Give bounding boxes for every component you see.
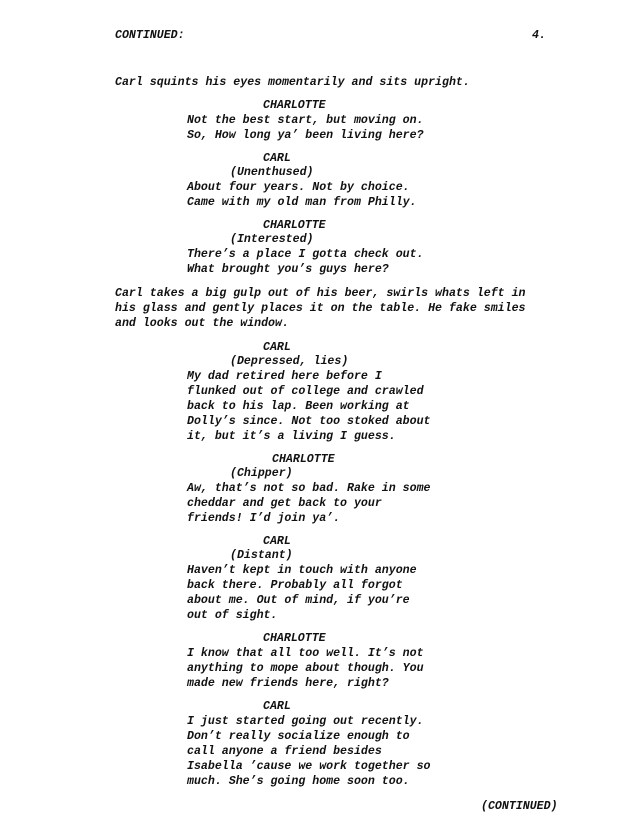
character-name: CARL [263,341,291,354]
dialogue-line: About four years. Not by choice. [187,181,410,194]
action-line: Carl squints his eyes momentarily and sits upright. [115,76,470,89]
dialogue-line: friends! I’d join ya’. [187,512,341,525]
dialogue-line: cheddar and get back to your [187,497,382,510]
dialogue-line: out of sight. [187,609,278,622]
dialogue-line: Isabella ’cause we work together so [187,760,431,773]
dialogue-line: back there. Probably all forgot [187,579,403,592]
character-name: CARL [263,700,291,713]
dialogue-line: anything to mope about though. You [187,662,424,675]
parenthetical: (Chipper) [230,467,293,480]
dialogue-line: There’s a place I gotta check out. [187,248,424,261]
dialogue-line: about me. Out of mind, if you’re [187,594,410,607]
parenthetical: (Distant) [230,549,293,562]
character-name: CARL [263,152,291,165]
dialogue-line: back to his lap. Been working at [187,400,410,413]
dialogue-line: Not the best start, but moving on. [187,114,424,127]
dialogue-line: Haven’t kept in touch with anyone [187,564,417,577]
parenthetical: (Interested) [230,233,314,246]
parenthetical: (Depressed, lies) [230,355,349,368]
dialogue-line: What brought you’s guys here? [187,263,389,276]
action-line: his glass and gently places it on the table. He fake smiles [115,302,526,315]
dialogue-line: So, How long ya’ been living here? [187,129,424,142]
dialogue-line: My dad retired here before I [187,370,382,383]
action-line: Carl takes a big gulp out of his beer, swirls whats left in [115,287,526,300]
dialogue-line: I know that all too well. It’s not [187,647,424,660]
character-name: CARL [263,535,291,548]
action-line: and looks out the window. [115,317,289,330]
character-name: CHARLOTTE [263,632,326,645]
character-name: CHARLOTTE [263,99,326,112]
dialogue-line: I just started going out recently. [187,715,424,728]
parenthetical: (Unenthused) [230,166,314,179]
dialogue-line: Aw, that’s not so bad. Rake in some [187,482,431,495]
dialogue-line: Came with my old man from Philly. [187,196,417,209]
dialogue-line: Don’t really socialize enough to [187,730,410,743]
dialogue-line: it, but it’s a living I guess. [187,430,396,443]
footer-continued: (CONTINUED) [481,800,558,813]
header-continued: CONTINUED: [115,29,185,42]
dialogue-line: Dolly’s since. Not too stoked about [187,415,431,428]
character-name: CHARLOTTE [272,453,335,466]
dialogue-line: flunked out of college and crawled [187,385,424,398]
page-number: 4. [532,29,546,42]
dialogue-line: much. She’s going home soon too. [187,775,410,788]
dialogue-line: call anyone a friend besides [187,745,382,758]
dialogue-line: made new friends here, right? [187,677,389,690]
character-name: CHARLOTTE [263,219,326,232]
